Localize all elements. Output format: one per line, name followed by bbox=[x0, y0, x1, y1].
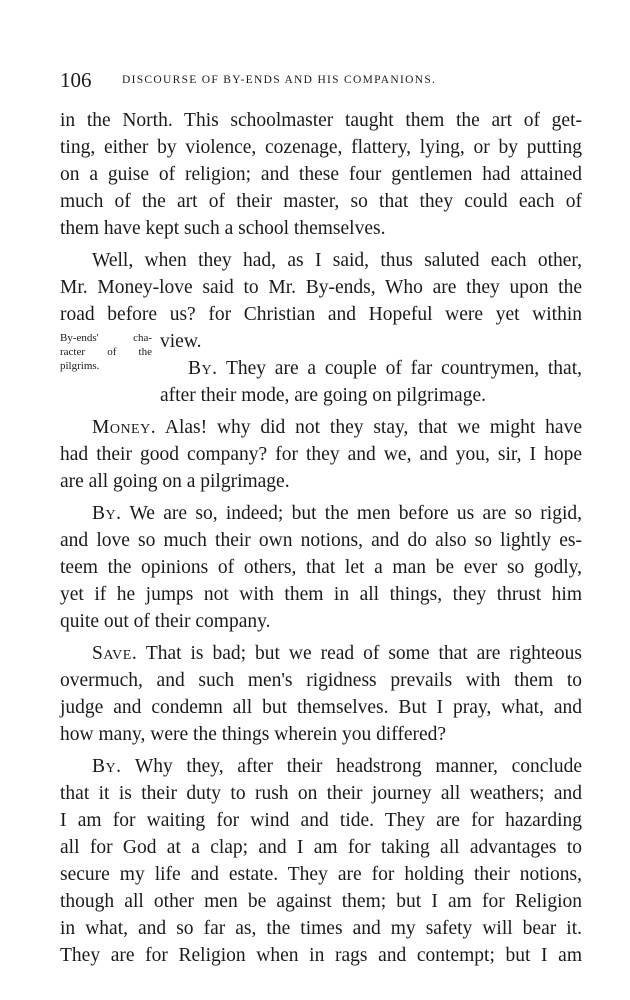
text-line: how many, were the things wherein you differed? bbox=[60, 724, 447, 745]
text-line: them have kept such a school themselves. bbox=[60, 218, 386, 239]
text-line bbox=[60, 500, 582, 527]
text-line: Mr. Money-love said to Mr. By-ends, Who are they upon the bbox=[60, 277, 582, 298]
paragraph bbox=[60, 247, 582, 355]
text-line: Well, when they had, as I said, thus saluted each other, bbox=[92, 250, 582, 271]
text-line bbox=[60, 355, 582, 382]
speaker-label: Money. bbox=[92, 417, 157, 438]
paragraph bbox=[60, 640, 582, 748]
speaker-label: By. bbox=[92, 756, 122, 777]
speaker-label: Save. bbox=[92, 643, 138, 664]
text-line: in what, and so far as, the times and my safety will bear it. bbox=[60, 918, 582, 939]
page-number: 106 bbox=[60, 68, 92, 92]
text-line: secure my life and estate. They are for holding their notions, bbox=[60, 864, 582, 885]
text-span: Alas! why did not they stay, that we might have bbox=[156, 417, 582, 438]
text-line: They are for Religion when in rags and contempt; but I am bbox=[60, 945, 582, 966]
running-head: DISCOURSE OF BY-ENDS AND HIS COMPANIONS. bbox=[122, 74, 437, 86]
text-line: much of the art of their master, so that they could each of bbox=[60, 191, 582, 212]
text-line: had their good company? for they and we, and you, sir, I hope bbox=[60, 444, 582, 465]
text-line: though all other men be against them; but I am for Religion bbox=[60, 891, 582, 912]
text-line: in the North. This schoolmaster taught them the art of get- bbox=[60, 110, 582, 131]
text-line: ting, either by violence, cozenage, flattery, lying, or by putting bbox=[60, 137, 582, 158]
text-line: I am for waiting for wind and tide. They are for hazarding bbox=[60, 810, 582, 831]
text-line: all for God at a clap; and I am for taking all advantages to bbox=[60, 837, 582, 858]
paragraph bbox=[60, 107, 582, 242]
text-span: That is bad; but we read of some that are righteous bbox=[137, 643, 582, 664]
paragraph bbox=[60, 500, 582, 635]
text-line: that it is their duty to rush on their journey all weathers; and bbox=[60, 783, 582, 804]
text-line: road before us? for Christian and Hopeful were yet within bbox=[60, 304, 582, 325]
paragraph bbox=[60, 753, 582, 969]
page-header bbox=[60, 68, 580, 98]
text-span: We are so, indeed; but the men before us are so rigid, bbox=[121, 503, 582, 524]
speaker-label: By. bbox=[188, 358, 218, 379]
paragraph bbox=[60, 355, 582, 409]
paragraph bbox=[60, 414, 582, 495]
text-line: and love so much their own notions, and do also so lightly es- bbox=[60, 530, 582, 551]
text-line: on a guise of religion; and these four gentlemen had attained bbox=[60, 164, 582, 185]
text-line: after their mode, are going on pilgrimage. bbox=[160, 385, 486, 406]
margin-note-line: racter of the bbox=[60, 346, 152, 358]
text-line bbox=[60, 414, 582, 441]
text-line: teem the opinions of others, that let a man be ever so godly, bbox=[60, 557, 582, 578]
text-line: judge and condemn all but themselves. But I pray, what, and bbox=[60, 697, 582, 718]
margin-note-line: By-ends' cha- bbox=[60, 332, 152, 344]
text-line: yet if he jumps not with them in all things, they thrust him bbox=[60, 584, 582, 605]
text-span: They are a couple of far countrymen, that, bbox=[217, 358, 582, 379]
text-line: overmuch, and such men's rigidness prevails with them to bbox=[60, 670, 582, 691]
speaker-label: By. bbox=[92, 503, 122, 524]
text-line bbox=[60, 640, 582, 667]
text-line bbox=[60, 753, 582, 780]
margin-note-line: pilgrims. bbox=[60, 360, 100, 372]
text-line: are all going on a pilgrimage. bbox=[60, 471, 290, 492]
text-line: quite out of their company. bbox=[60, 611, 271, 632]
body-text bbox=[60, 107, 582, 969]
text-line: view. bbox=[160, 331, 202, 352]
text-span: Why they, after their headstrong manner, conclude bbox=[121, 756, 582, 777]
